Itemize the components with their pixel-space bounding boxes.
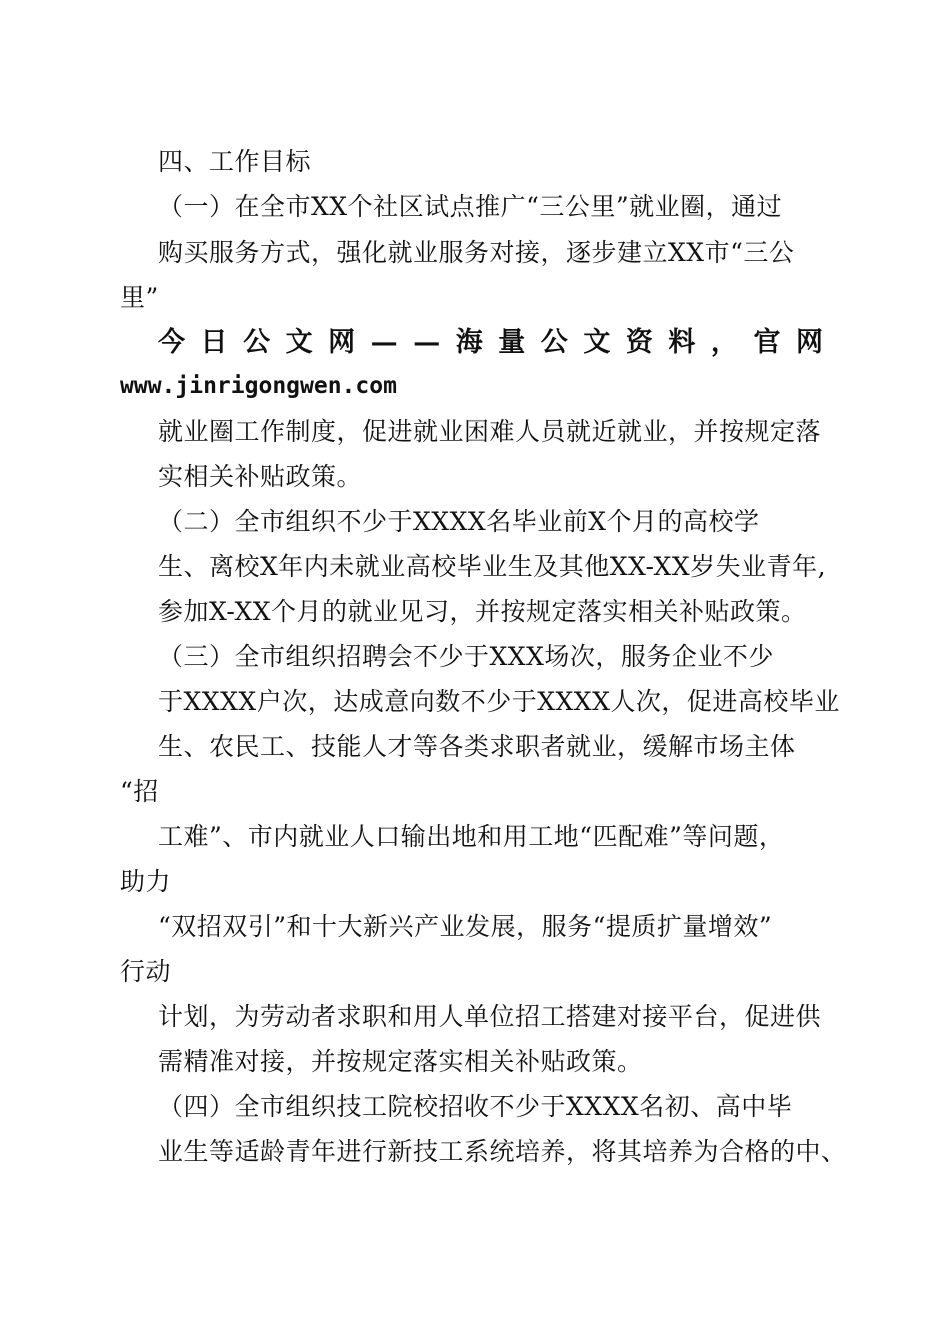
paragraph-line: （二）全市组织不少于XXXX名毕业前X个月的高校学 <box>158 507 760 536</box>
paragraph-line: （四）全市组织技工院校招收不少于XXXX名初、高中毕 <box>158 1092 793 1121</box>
paragraph-line: 计划，为劳动者求职和用人单位招工搭建对接平台，促进供 <box>158 1002 822 1031</box>
watermark-char: — <box>370 327 398 358</box>
paragraph-line: 购买服务方式，强化就业服务对接，逐步建立XX市“三公 <box>158 238 795 267</box>
paragraph-line: 需精准对接，并按规定落实相关补贴政策。 <box>158 1047 643 1076</box>
watermark-char: 料 <box>668 327 696 358</box>
watermark-char: 公 <box>243 327 271 358</box>
watermark-char: 网 <box>328 327 356 358</box>
watermark-char: 海 <box>455 327 483 358</box>
watermark-char: 量 <box>498 327 526 358</box>
watermark-char: 文 <box>285 327 313 358</box>
paragraph-line: （一）在全市XX个社区试点推广“三公里”就业圈，通过 <box>158 192 783 221</box>
watermark-char: 网 <box>795 327 823 358</box>
paragraph-line: 参加X-XX个月的就业见习，并按规定落实相关补贴政策。 <box>158 597 807 626</box>
watermark-char: 公 <box>540 327 568 358</box>
paragraph-line: 行动 <box>120 957 172 986</box>
watermark-char: — <box>413 327 441 358</box>
watermark-char: 今 <box>158 327 185 358</box>
watermark-banner <box>158 326 823 360</box>
watermark-url: www.jinrigongwen.com <box>120 373 397 399</box>
paragraph-line: 生、离校X年内未就业高校毕业生及其他XX-XX岁失业青年, <box>158 552 827 581</box>
paragraph-line: 生、农民工、技能人才等各类求职者就业，缓解市场主体 <box>158 732 796 761</box>
watermark-char: 资 <box>625 327 653 358</box>
watermark-char: 官 <box>753 327 781 358</box>
watermark-char: 文 <box>583 327 611 358</box>
section-heading: 四、工作目标 <box>158 147 312 176</box>
watermark-char: 日 <box>200 327 228 358</box>
paragraph-line: “双招双引”和十大新兴产业发展，服务“提质扩量增效” <box>158 912 773 941</box>
paragraph-line: “招 <box>120 777 159 806</box>
paragraph-line: 助力 <box>120 867 172 896</box>
paragraph-line: （三）全市组织招聘会不少于XXX场次，服务企业不少 <box>158 642 774 671</box>
watermark-char: ， <box>710 327 738 358</box>
paragraph-line: 工难”、市内就业人口输出地和用工地“匹配难”等问题， <box>158 822 785 851</box>
paragraph-line: 实相关补贴政策。 <box>158 462 363 491</box>
paragraph-line: 就业圈工作制度，促进就业困难人员就近就业，并按规定落 <box>158 417 822 446</box>
paragraph-line: 于XXXX户次，达成意向数不少于XXXX人次，促进高校毕业 <box>158 687 840 716</box>
paragraph-line: 业生等适龄青年进行新技工系统培养，将其培养为合格的中、 <box>158 1137 847 1166</box>
paragraph-line: 里” <box>120 283 159 312</box>
